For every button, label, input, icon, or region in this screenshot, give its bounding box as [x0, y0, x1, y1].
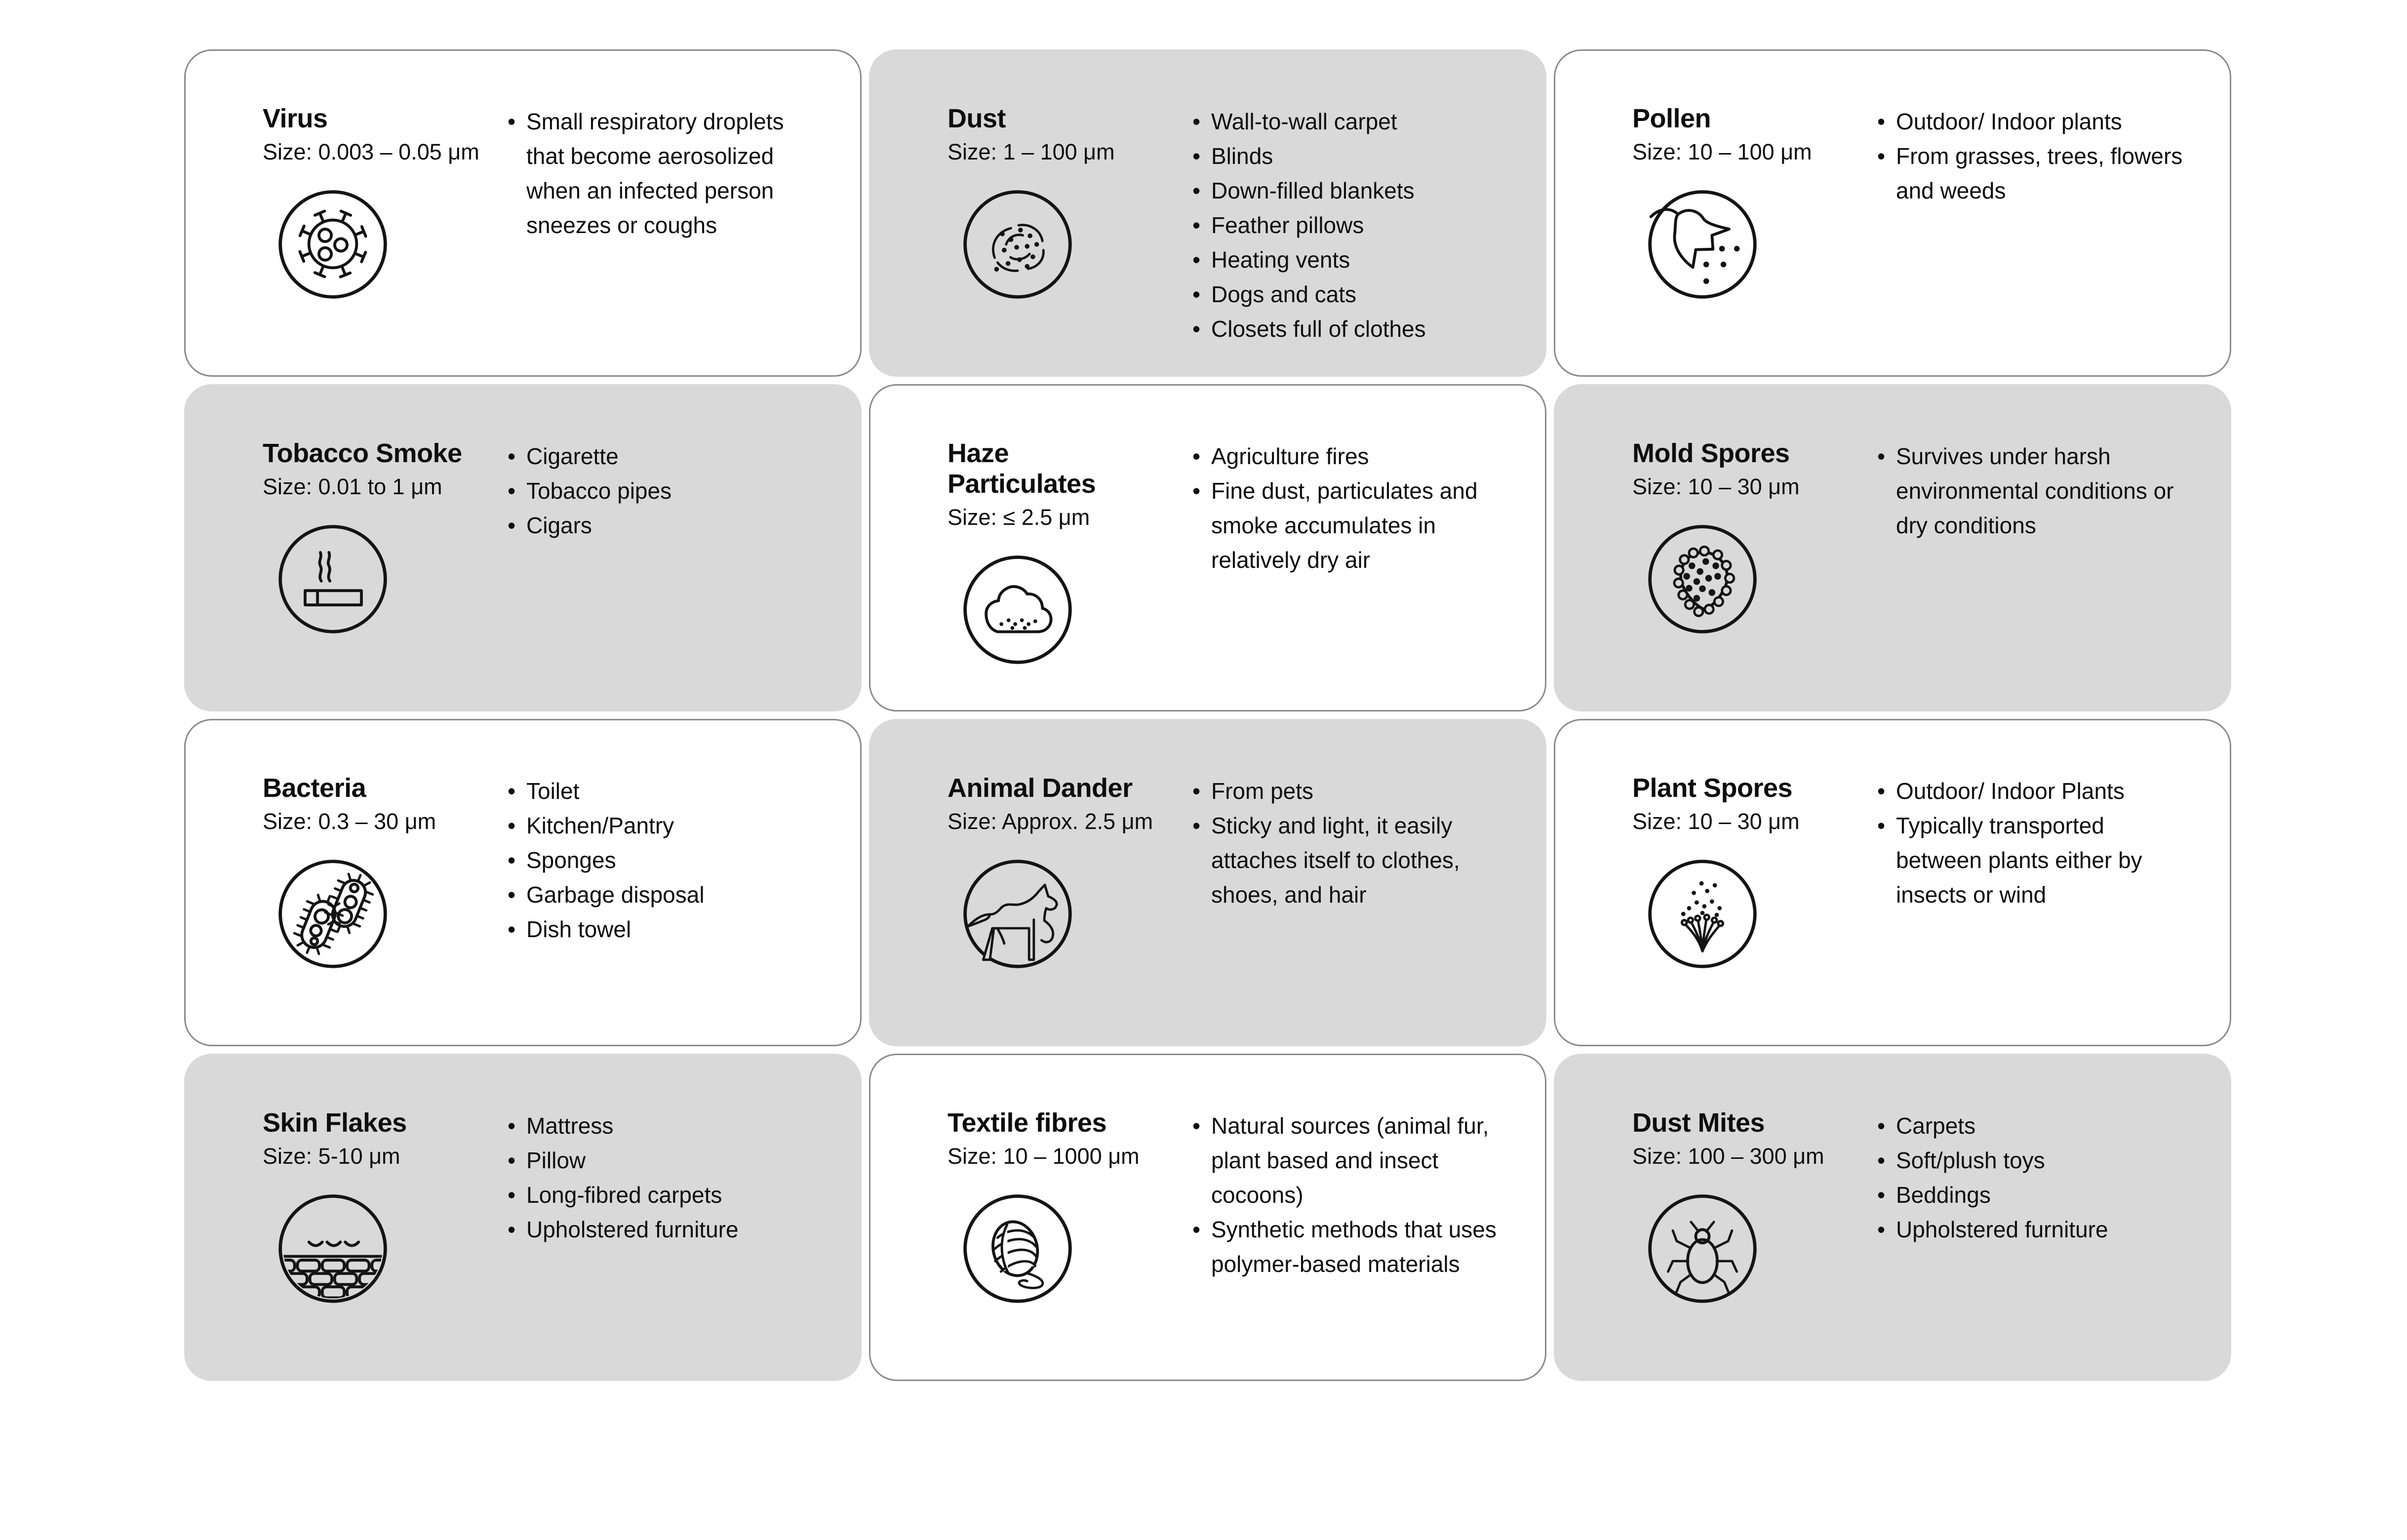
bullet-item: • From pets — [1192, 774, 1507, 808]
card-plant-spores — [1554, 719, 2231, 1046]
bullet-item: • Agriculture fires — [1192, 439, 1507, 474]
card-animal-dander — [869, 719, 1546, 1046]
bullet-item: • Toilet — [508, 774, 823, 808]
card-title: Plant Spores — [1632, 773, 1793, 803]
card-bullets — [508, 774, 832, 1031]
bullet-item: • Synthetic methods that uses polymer-based materials — [1192, 1212, 1507, 1281]
plant-spores-icon — [1645, 857, 1760, 971]
pollen-icon — [1645, 187, 1760, 302]
card-title: Animal Dander — [947, 773, 1133, 803]
card-bullets — [508, 104, 832, 361]
card-bacteria — [184, 719, 862, 1046]
bullet-item: • Blinds — [1192, 139, 1507, 173]
tobacco-smoke-icon — [276, 522, 390, 636]
card-size: Size: 10 – 30 μm — [1632, 474, 1800, 499]
bullet-item: • Sponges — [508, 843, 823, 877]
card-left-column — [263, 103, 508, 361]
bullet-item: • Cigarette — [508, 439, 823, 474]
bullet-item: • Sticky and light, it easily attaches itself to clothes, shoes, and hair — [1192, 808, 1507, 912]
card-size: Size: 0.003 – 0.05 μm — [263, 139, 479, 164]
card-size: Size: 10 – 30 μm — [1632, 809, 1800, 834]
card-bullets — [1877, 439, 2202, 696]
card-left-column — [947, 438, 1192, 696]
skin-flakes-icon — [276, 1191, 390, 1306]
card-left-column — [1632, 1107, 1877, 1366]
card-title: Textile fibres — [947, 1108, 1107, 1138]
card-size: Size: 10 – 100 μm — [1632, 139, 1812, 164]
bullet-item: • Kitchen/Pantry — [508, 808, 823, 843]
card-mold-spores — [1554, 384, 2231, 711]
card-bullets — [1192, 774, 1517, 1031]
card-size: Size: 0.3 – 30 μm — [263, 809, 436, 834]
card-title: Virus — [263, 104, 328, 133]
card-tobacco-smoke — [184, 384, 862, 711]
card-title: Haze Particulates — [947, 438, 1096, 499]
card-title: Mold Spores — [1632, 438, 1790, 468]
bullet-item: • Heating vents — [1192, 242, 1507, 277]
bullet-item: • Carpets — [1877, 1108, 2192, 1143]
textile-fibres-icon — [960, 1191, 1075, 1306]
card-bullets — [508, 439, 832, 696]
bullet-item: • Wall-to-wall carpet — [1192, 104, 1507, 139]
card-left-column — [947, 1107, 1192, 1366]
card-skin-flakes — [184, 1054, 862, 1381]
card-left-column — [1632, 773, 1877, 1031]
animal-dander-icon — [960, 857, 1075, 971]
card-left-column — [1632, 103, 1877, 361]
card-left-column — [263, 773, 508, 1031]
bullet-item: • Upholstered furniture — [1877, 1212, 2192, 1247]
card-virus — [184, 49, 862, 377]
bullet-item: • Beddings — [1877, 1178, 2192, 1212]
card-size: Size: ≤ 2.5 μm — [947, 505, 1090, 530]
card-bullets — [508, 1108, 832, 1366]
bullet-item: • Dogs and cats — [1192, 277, 1507, 312]
virus-icon — [276, 187, 390, 302]
card-left-column — [1632, 438, 1877, 696]
card-bullets — [1877, 1108, 2202, 1366]
card-dust-mites — [1554, 1054, 2231, 1381]
dust-mites-icon — [1645, 1191, 1760, 1306]
card-bullets — [1192, 104, 1517, 361]
dust-icon — [960, 187, 1075, 302]
bullet-item: • Soft/plush toys — [1877, 1143, 2192, 1178]
bullet-item: • Mattress — [508, 1108, 823, 1143]
mold-spores-icon — [1645, 522, 1760, 636]
bullet-item: • Garbage disposal — [508, 877, 823, 912]
bullet-item: • Cigars — [508, 508, 823, 543]
bullet-item: • Natural sources (animal fur, plant based and insect cocoons) — [1192, 1108, 1507, 1212]
bullet-item: • Typically transported between plants either by insects or wind — [1877, 808, 2192, 912]
card-haze-particulates — [869, 384, 1546, 711]
bullet-item: • Small respiratory droplets that become aerosolized when an infected person sneezes or coughs — [508, 104, 823, 242]
card-left-column — [947, 103, 1192, 361]
bullet-item: • Outdoor/ Indoor plants — [1877, 104, 2192, 139]
bullet-item: • Pillow — [508, 1143, 823, 1178]
bullet-item: • Upholstered furniture — [508, 1212, 823, 1247]
card-size: Size: 100 – 300 μm — [1632, 1144, 1824, 1169]
card-title: Skin Flakes — [263, 1108, 407, 1138]
bullet-item: • Closets full of clothes — [1192, 312, 1507, 346]
card-bullets — [1877, 104, 2202, 361]
bullet-item: • Dish towel — [508, 912, 823, 947]
card-bullets — [1192, 439, 1517, 696]
card-size: Size: 0.01 to 1 μm — [263, 474, 442, 499]
card-bullets — [1877, 774, 2202, 1031]
card-size: Size: Approx. 2.5 μm — [947, 809, 1153, 834]
card-left-column — [263, 1107, 508, 1366]
bacteria-icon — [276, 857, 390, 971]
bullet-item: • Down-filled blankets — [1192, 173, 1507, 208]
bullet-item: • Fine dust, particulates and smoke accumulates in relatively dry air — [1192, 474, 1507, 577]
card-bullets — [1192, 1108, 1517, 1366]
card-title: Tobacco Smoke — [263, 438, 462, 468]
card-size: Size: 10 – 1000 μm — [947, 1144, 1140, 1169]
card-title: Bacteria — [263, 773, 366, 803]
bullet-item: • Feather pillows — [1192, 208, 1507, 242]
bullet-item: • Tobacco pipes — [508, 474, 823, 508]
bullet-item: • From grasses, trees, flowers and weeds — [1877, 139, 2192, 208]
card-textile-fibres — [869, 1054, 1546, 1381]
bullet-item: • Outdoor/ Indoor Plants — [1877, 774, 2192, 808]
card-size: Size: 5-10 μm — [263, 1144, 400, 1169]
bullet-item: • Survives under harsh environmental conditions or dry conditions — [1877, 439, 2192, 543]
card-dust — [869, 49, 1546, 377]
card-title: Pollen — [1632, 104, 1711, 133]
haze-icon — [960, 553, 1075, 667]
card-title: Dust Mites — [1632, 1108, 1765, 1138]
card-title: Dust — [947, 104, 1006, 133]
card-size: Size: 1 – 100 μm — [947, 139, 1115, 164]
card-left-column — [263, 438, 508, 696]
card-pollen — [1554, 49, 2231, 377]
particles-grid — [184, 49, 2231, 1381]
card-left-column — [947, 773, 1192, 1031]
bullet-item: • Long-fibred carpets — [508, 1178, 823, 1212]
